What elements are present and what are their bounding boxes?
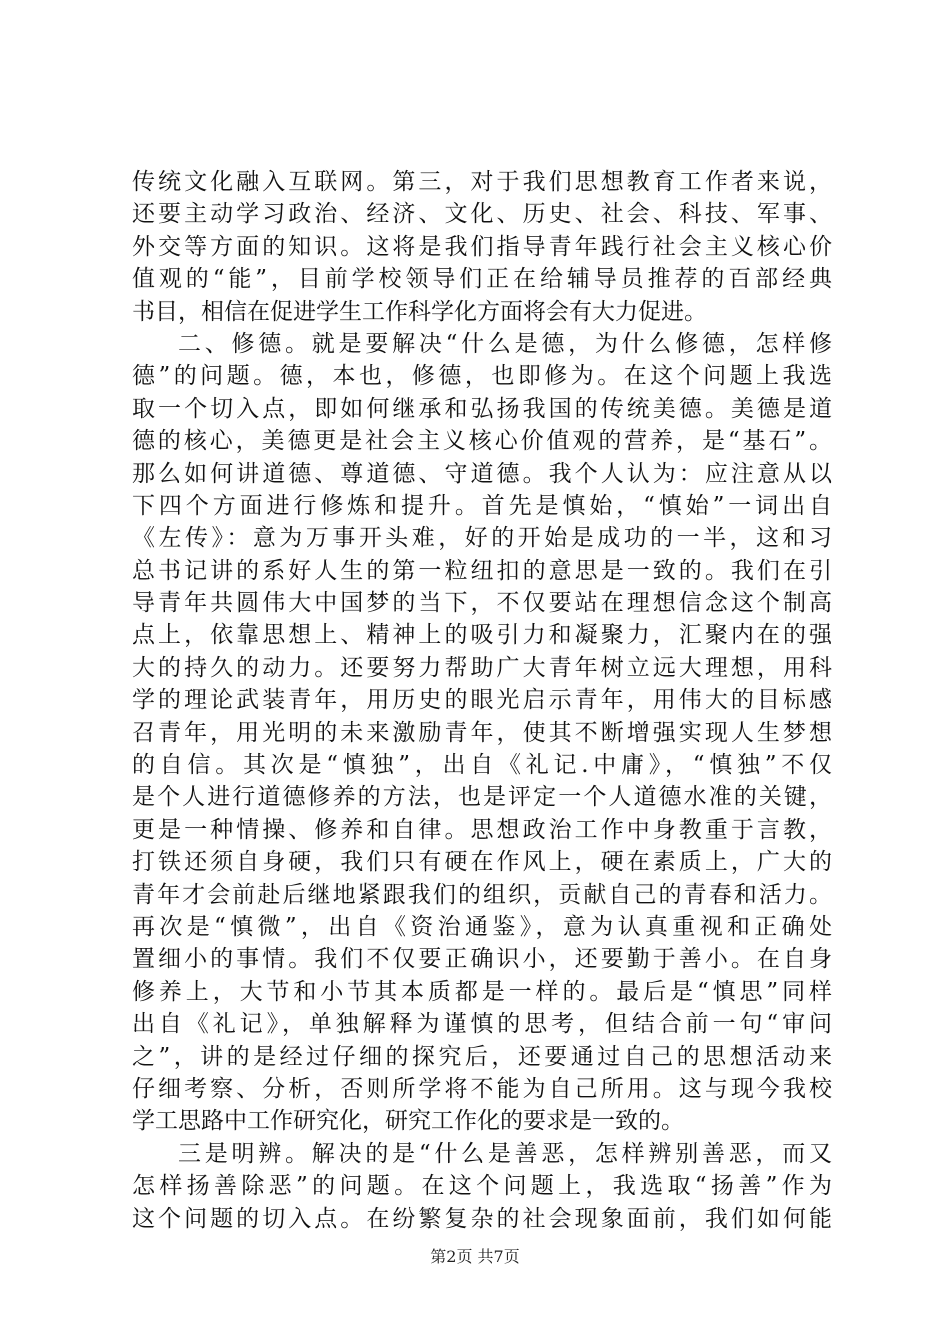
text-line: 学工思路中工作研究化，研究工作化的要求是一致的。 [132, 1108, 684, 1135]
text-line: 三是明辨。解决的是“什么是善恶，怎样辨别善恶，而又 [178, 1140, 832, 1167]
text-line: 这个问题的切入点。在纷繁复杂的社会现象面前，我们如何能 [132, 1205, 832, 1232]
text-line: 仔细考察、分析，否则所学将不能为自己所用。这与现今我校 [132, 1075, 832, 1102]
text-line: 德的核心，美德更是社会主义核心价值观的营养，是“基石”。 [132, 428, 832, 455]
text-line: 那么如何讲道德、尊道德、守道德。我个人认为：应注意从以 [132, 460, 832, 487]
text-line: 《左传》：意为万事开头难，好的开始是成功的一半，这和习 [132, 525, 832, 552]
paragraph-2 [132, 328, 832, 1138]
text-line: 再次是“慎微”，出自《资治通鉴》，意为认真重视和正确处 [132, 913, 832, 940]
text-line: 还要主动学习政治、经济、文化、历史、社会、科技、军事、 [132, 201, 832, 228]
text-line: 值观的“能”，目前学校领导们正在给辅导员推荐的百部经典 [132, 266, 832, 293]
text-line: 大的持久的动力。还要努力帮助广大青年树立远大理想，用科 [132, 654, 832, 681]
page-number-footer: 第2页 共7页 [430, 1247, 520, 1266]
document-body [132, 166, 832, 1235]
text-line: 之”，讲的是经过仔细的探究后，还要通过自己的思想活动来 [132, 1043, 832, 1070]
text-line: 的自信。其次是“慎独”，出自《礼记.中庸》，“慎独”不仅 [132, 752, 832, 779]
text-line: 书目，相信在促进学生工作科学化方面将会有大力促进。 [132, 298, 707, 325]
paragraph-3 [132, 1138, 832, 1235]
text-line: 外交等方面的知识。这将是我们指导青年践行社会主义核心价 [132, 233, 832, 260]
text-line: 取一个切入点，即如何继承和弘扬我国的传统美德。美德是道 [132, 395, 832, 422]
paragraph-1 [132, 166, 832, 328]
text-line: 传统文化融入互联网。第三，对于我们思想教育工作者来说， [132, 169, 832, 195]
text-line: 怎样扬善除恶”的问题。在这个问题上，我选取“扬善”作为 [132, 1173, 832, 1200]
text-line: 置细小的事情。我们不仅要正确识小，还要勤于善小。在自身 [132, 946, 832, 973]
text-line: 更是一种情操、修养和自律。思想政治工作中身教重于言教， [132, 816, 832, 843]
text-line: 学的理论武装青年，用历史的眼光启示青年，用伟大的目标感 [132, 687, 832, 714]
text-line: 二、修德。就是要解决“什么是德，为什么修德，怎样修 [178, 330, 832, 357]
text-line: 德”的问题。德，本也，修德，也即修为。在这个问题上我选 [132, 363, 832, 390]
text-line: 出自《礼记》，单独解释为谨慎的思考，但结合前一句“审问 [132, 1011, 832, 1038]
text-line: 点上，依靠思想上、精神上的吸引力和凝聚力，汇聚内在的强 [132, 622, 832, 649]
text-line: 是个人进行道德修养的方法，也是评定一个人道德水准的关键， [132, 784, 832, 811]
text-line: 导青年共圆伟大中国梦的当下，不仅要站在理想信念这个制高 [132, 590, 832, 617]
text-line: 青年才会前赴后继地紧跟我们的组织，贡献自己的青春和活力。 [132, 881, 832, 908]
text-line: 打铁还须自身硬，我们只有硬在作风上，硬在素质上，广大的 [132, 849, 832, 876]
text-line: 总书记讲的系好人生的第一粒纽扣的意思是一致的。我们在引 [132, 557, 832, 584]
text-line: 下四个方面进行修炼和提升。首先是慎始，“慎始”一词出自 [132, 492, 832, 519]
text-line: 召青年，用光明的未来激励青年，使其不断增强实现人生梦想 [132, 719, 832, 746]
text-line: 修养上，大节和小节其本质都是一样的。最后是“慎思”同样 [132, 978, 832, 1005]
